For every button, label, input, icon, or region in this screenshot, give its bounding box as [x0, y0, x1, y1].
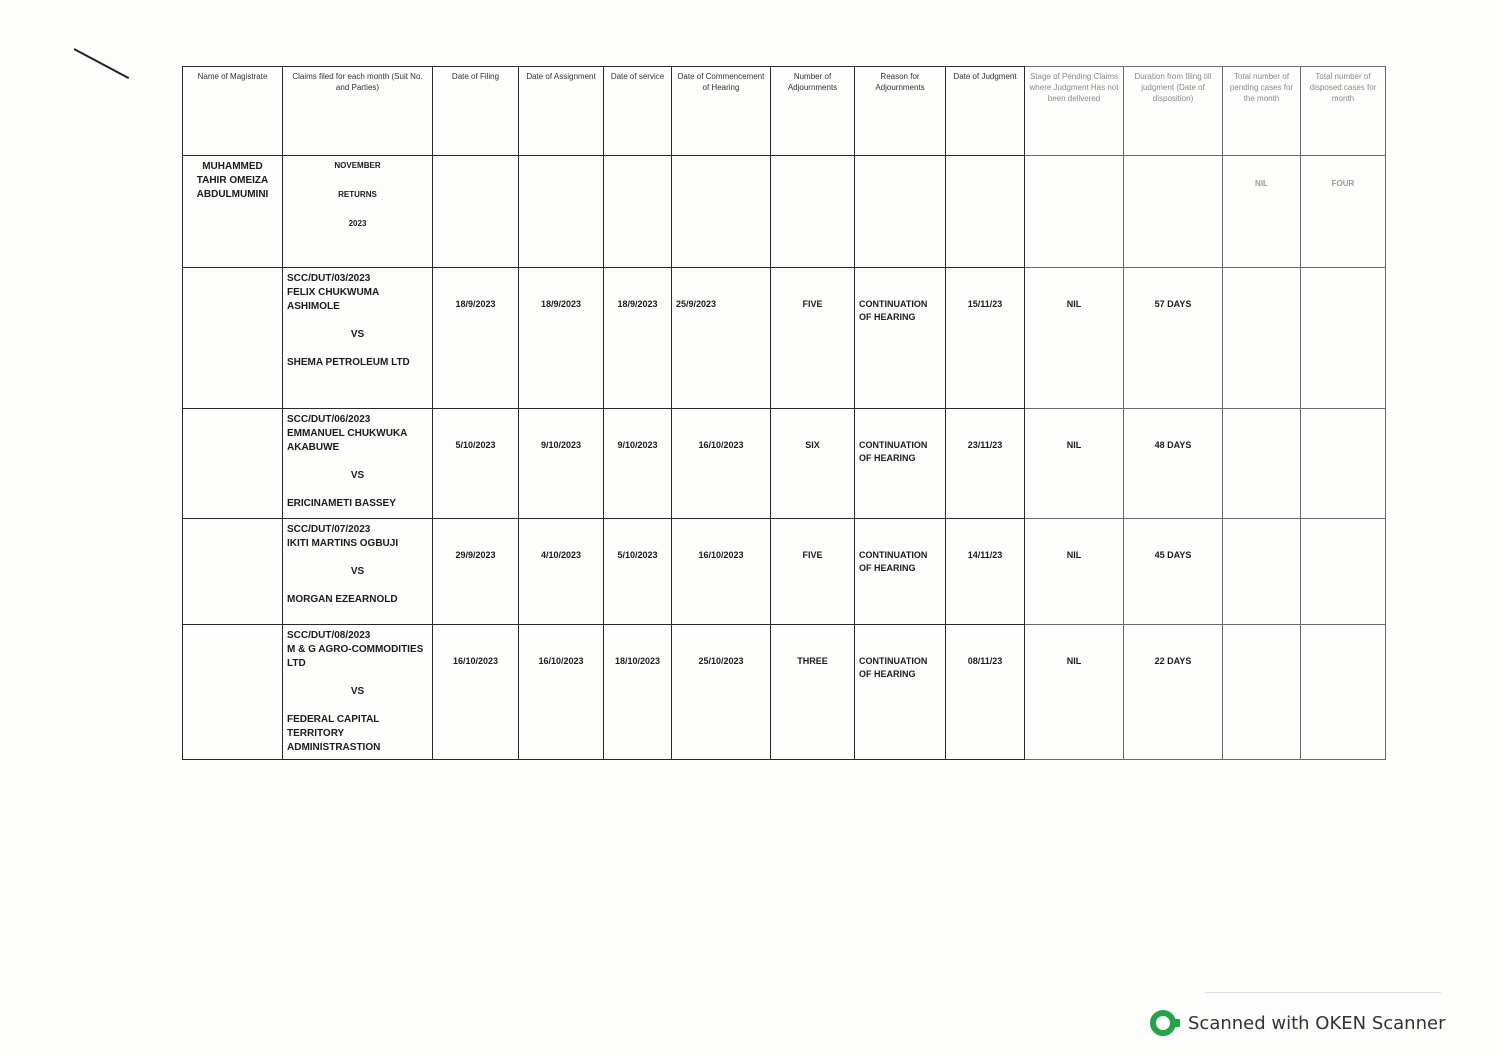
service-date: 5/10/2023: [604, 519, 672, 625]
header-claims: Claims filed for each month (Suit No. and Parties): [283, 67, 433, 156]
assignment-date: 18/9/2023: [519, 268, 604, 409]
magistrate-row: [183, 156, 1386, 268]
commencement-date: 25/10/2023: [672, 625, 771, 760]
pending-stage: NIL: [1025, 519, 1124, 625]
judgment-date: 23/11/23: [946, 409, 1025, 519]
header-row: [183, 67, 1386, 156]
duration: 45 DAYS: [1124, 519, 1223, 625]
judgment-date: 15/11/23: [946, 268, 1025, 409]
claim-parties: SCC/DUT/03/2023 FELIX CHUKWUMA ASHIMOLE VS SHEMA PETROLEUM LTD: [283, 268, 433, 409]
assignment-date: 9/10/2023: [519, 409, 604, 519]
returns-table: [182, 66, 1386, 760]
assignment-date: 4/10/2023: [519, 519, 604, 625]
header-disposed-total: Total number of disposed cases for month: [1301, 67, 1386, 156]
filing-date: 29/9/2023: [433, 519, 519, 625]
table-row: [183, 268, 1386, 409]
service-date: 9/10/2023: [604, 409, 672, 519]
scanner-watermark: [1150, 1010, 1445, 1036]
adjournment-count: THREE: [771, 625, 855, 760]
pending-stage: NIL: [1025, 409, 1124, 519]
month-label: NOVEMBER RETURNS 2023: [283, 156, 433, 268]
adjournment-reason: CONTINUATION OF HEARING: [855, 625, 946, 760]
duration: 22 DAYS: [1124, 625, 1223, 760]
header-duration: Duration from filing till judgment (Date of disposition): [1124, 67, 1223, 156]
table-row: [183, 625, 1386, 760]
commencement-date: 16/10/2023: [672, 409, 771, 519]
pending-stage: NIL: [1025, 625, 1124, 760]
scanner-divider: [1205, 992, 1441, 993]
claim-parties: SCC/DUT/08/2023 M & G AGRO-COMMODITIES LTD VS FEDERAL CAPITAL TERRITORY ADMINISTRASTION: [283, 625, 433, 760]
commencement-date: 25/9/2023: [672, 268, 771, 409]
disposed-total: FOUR: [1301, 156, 1386, 268]
header-filing: Date of Filing: [433, 67, 519, 156]
header-adjournments: Number of Adjournments: [771, 67, 855, 156]
table-row: [183, 519, 1386, 625]
commencement-date: 16/10/2023: [672, 519, 771, 625]
header-stage: Stage of Pending Claims where Judgment Has not been delivered: [1025, 67, 1124, 156]
header-service: Date of service: [604, 67, 672, 156]
magistrate-name: MUHAMMED TAHIR OMEIZA ABDULMUMINI: [183, 156, 283, 268]
pending-stage: NIL: [1025, 268, 1124, 409]
filing-date: 5/10/2023: [433, 409, 519, 519]
adjournment-reason: CONTINUATION OF HEARING: [855, 268, 946, 409]
filing-date: 18/9/2023: [433, 268, 519, 409]
filing-date: 16/10/2023: [433, 625, 519, 760]
header-commencement: Date of Commencement of Hearing: [672, 67, 771, 156]
judgment-date: 14/11/23: [946, 519, 1025, 625]
service-date: 18/10/2023: [604, 625, 672, 760]
adjournment-count: FIVE: [771, 268, 855, 409]
service-date: 18/9/2023: [604, 268, 672, 409]
judgment-date: 08/11/23: [946, 625, 1025, 760]
header-magistrate: Name of Magistrate: [183, 67, 283, 156]
assignment-date: 16/10/2023: [519, 625, 604, 760]
duration: 57 DAYS: [1124, 268, 1223, 409]
header-assignment: Date of Assignment: [519, 67, 604, 156]
pending-total: NIL: [1223, 156, 1301, 268]
oken-scanner-logo-icon: [1150, 1010, 1176, 1036]
duration: 48 DAYS: [1124, 409, 1223, 519]
header-judgment: Date of Judgment: [946, 67, 1025, 156]
scanner-label: Scanned with OKEN Scanner: [1188, 1012, 1446, 1034]
header-pending-total: Total number of pending cases for the month: [1223, 67, 1301, 156]
claim-parties: SCC/DUT/06/2023 EMMANUEL CHUKWUKA AKABUWE VS ERICINAMETI BASSEY: [283, 409, 433, 519]
adjournment-count: SIX: [771, 409, 855, 519]
header-reason: Reason for Adjournments: [855, 67, 946, 156]
table-row: [183, 409, 1386, 519]
claim-parties: SCC/DUT/07/2023 IKITI MARTINS OGBUJI VS MORGAN EZEARNOLD: [283, 519, 433, 625]
adjournment-reason: CONTINUATION OF HEARING: [855, 409, 946, 519]
pen-stroke-mark: [74, 48, 130, 79]
adjournment-reason: CONTINUATION OF HEARING: [855, 519, 946, 625]
adjournment-count: FIVE: [771, 519, 855, 625]
